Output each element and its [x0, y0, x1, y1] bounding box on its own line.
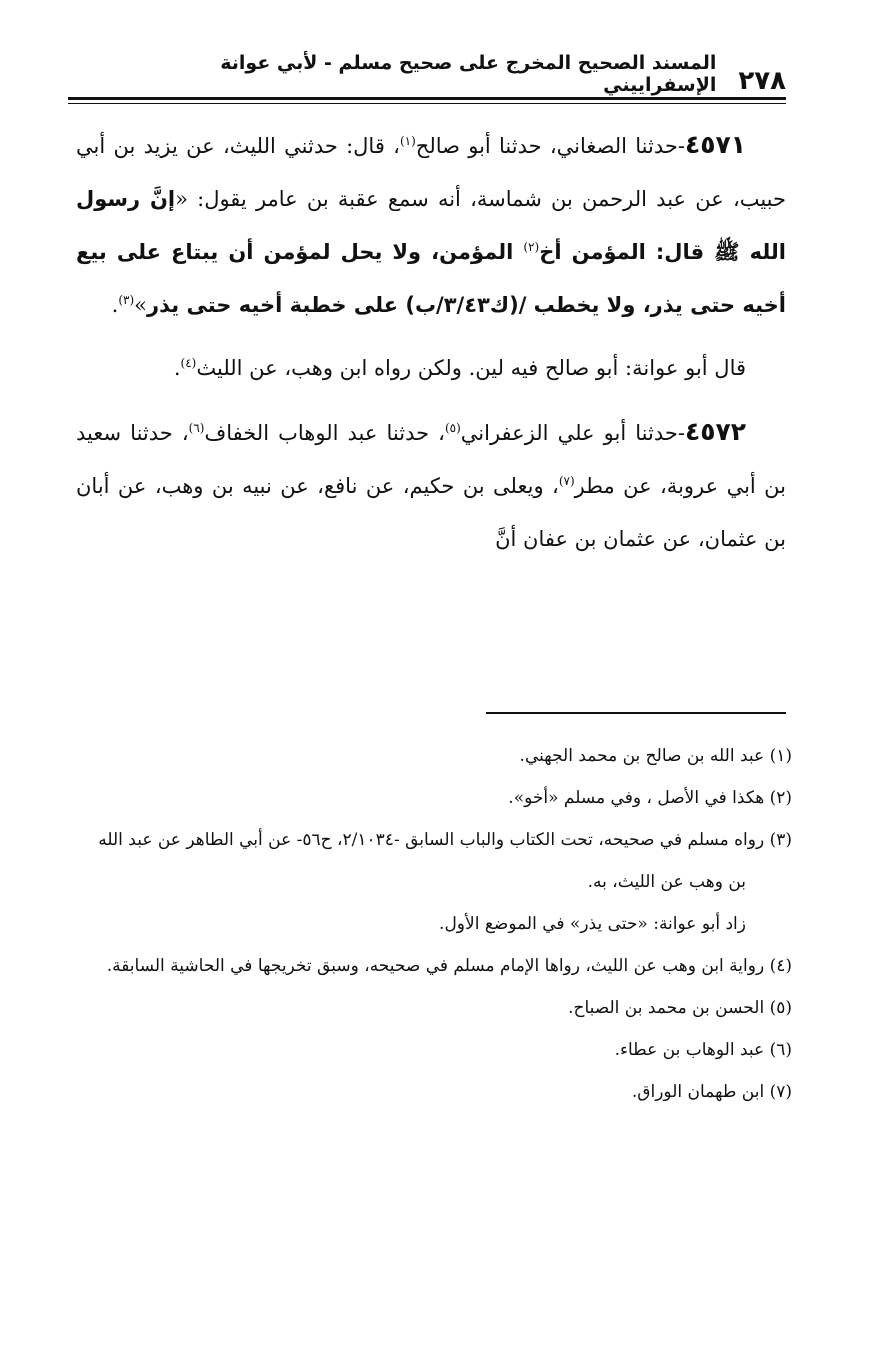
quote-close: »: [134, 293, 148, 317]
hadith-text: -حدثنا الصغاني، حدثنا أبو صالح: [415, 134, 685, 158]
footnote-3: [76, 819, 792, 903]
footnote-ref: (٧): [558, 474, 575, 488]
footnote-number: (٥): [769, 998, 792, 1018]
footnote-number: (١): [769, 746, 792, 766]
footnote-text: عبد الوهاب بن عطاء.: [614, 1040, 765, 1060]
footnote-text: رواية ابن وهب عن الليث، رواها الإمام مسلم في صحيحه، وسبق تخريجها في الحاشية السابقة.: [106, 956, 765, 976]
footnotes: [76, 735, 792, 1113]
footnote-ref: (٢): [523, 240, 540, 254]
hadith-matn-bold: المؤمن، ولا يحل لمؤمن أن يبتاع على بيع أخيه حتى يذر، ولا يخطب /(ك٣/٤٣/ب) على خطبة أخيه حتى يذر: [76, 240, 786, 317]
hadith-matn-bold: إنَّ رسول الله ﷺ قال: المؤمن أخ: [76, 187, 786, 264]
hadith-4572: [76, 405, 786, 566]
footnote-text: الحسن بن محمد بن الصباح.: [568, 998, 765, 1018]
footnote-number: (٤): [769, 956, 792, 976]
footnote-number: (٦): [769, 1040, 792, 1060]
comment-text: قال أبو عوانة: أبو صالح فيه لين. ولكن رواه ابن وهب، عن الليث: [196, 356, 746, 380]
footnote-separator: [486, 712, 786, 714]
footnote-ref: (٤): [180, 356, 197, 370]
page-number: ٢٧٨: [738, 66, 786, 96]
footnote-text: رواه مسلم في صحيحه، تحت الكتاب والباب السابق -٢/١٠٣٤، ح٥٦- عن أبي الطاهر عن عبد الله بن وهب عن الليث، به.: [98, 830, 765, 892]
page-header: [110, 52, 786, 96]
hadith-text: ، قال: حدثني الليث، عن يزيد بن أبي حبيب، عن عبد الرحمن بن شماسة، أنه سمع عقبة بن عامر يقول: «: [76, 134, 787, 211]
footnote-text: هكذا في الأصل ، وفي مسلم «أخو».: [508, 788, 765, 808]
footnote-number: (٣): [769, 830, 792, 850]
footnote-ref: (١): [399, 134, 416, 148]
footnote-ref: (٥): [444, 421, 461, 435]
abu-awana-comment: [76, 342, 786, 395]
footnote-4: [76, 945, 792, 987]
header-rule-thick: [68, 97, 786, 100]
footnote-2: [76, 777, 792, 819]
footnote-ref: (٣): [118, 293, 135, 307]
footnote-3-addition: [76, 903, 792, 945]
footnote-6: [76, 1029, 792, 1071]
footnote-5: [76, 987, 792, 1029]
hadith-4571: [76, 118, 786, 332]
period: .: [173, 356, 181, 380]
hadith-text: ، حدثنا عبد الوهاب الخفاف: [204, 421, 445, 445]
running-title: المسند الصحيح المخرج على صحيح مسلم - لأبي عوانة الإسفراييني: [220, 52, 717, 96]
main-text: [76, 118, 786, 566]
footnote-text: عبد الله بن صالح بن محمد الجهني.: [519, 746, 765, 766]
footnote-text: ابن طهمان الوراق.: [631, 1082, 765, 1102]
footnote-7: [76, 1071, 792, 1113]
hadith-text: ، ويعلى بن حكيم، عن نافع، عن نبيه بن وهب، عن أبان بن عثمان، عن عثمان بن عفان أنَّ: [76, 474, 786, 551]
footnote-1: [76, 735, 792, 777]
hadith-number: ٤٥٧٢: [684, 417, 746, 446]
hadith-text: -حدثنا أبو علي الزعفراني: [460, 421, 685, 445]
footnote-text: زاد أبو عوانة: «حتى يذر» في الموضع الأول.: [439, 914, 746, 934]
footnote-ref: (٦): [188, 421, 205, 435]
hadith-text: ، حدثنا سعيد بن أبي عروبة، عن مطر: [76, 421, 786, 498]
hadith-number: ٤٥٧١: [684, 130, 746, 159]
footnote-number: (٢): [769, 788, 792, 808]
period: .: [111, 293, 119, 317]
footnote-number: (٧): [769, 1082, 792, 1102]
header-rule-thin: [68, 103, 786, 104]
